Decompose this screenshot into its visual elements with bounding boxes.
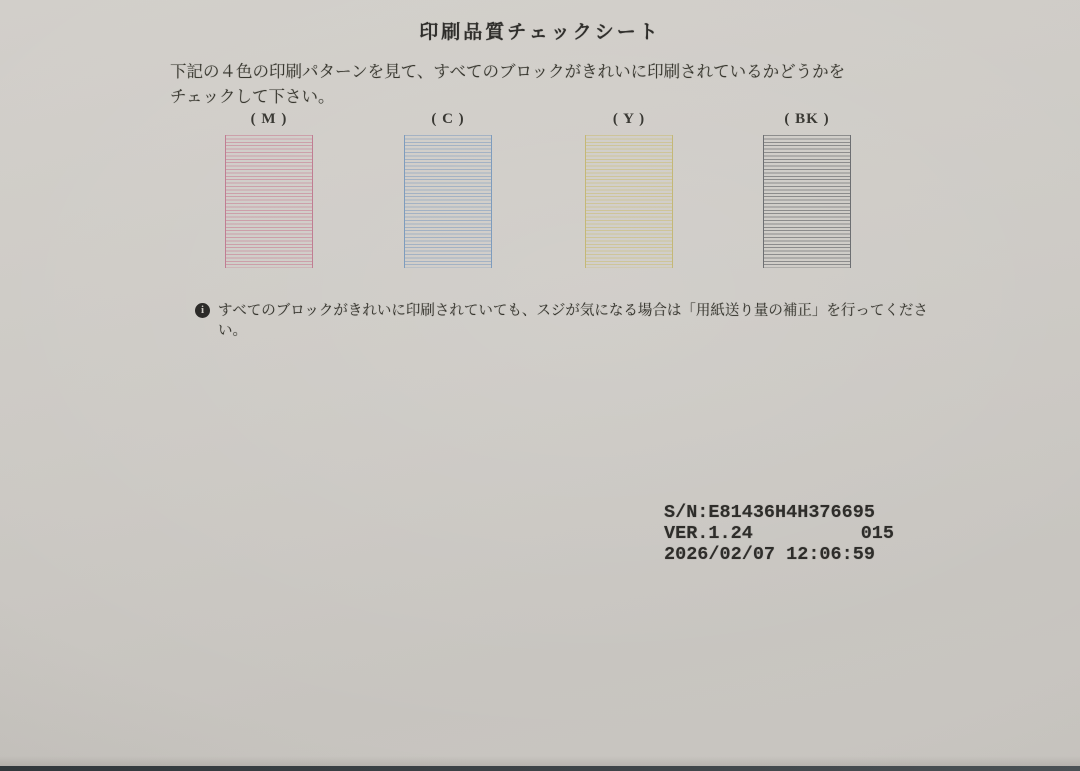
- color-block-label-magenta: ( M ): [250, 111, 288, 127]
- color-block-label-black: ( BK ): [784, 111, 830, 127]
- info-icon: i: [195, 303, 210, 318]
- note: [195, 301, 955, 341]
- page-title: 印刷品質チェックシート: [419, 22, 661, 43]
- note-text: すべてのブロックがきれいに印刷されていても、スジが気になる場合は「用紙送り量の補正」を行ってください。: [218, 303, 928, 339]
- color-block-magenta: [225, 111, 313, 268]
- color-block-label-yellow: ( Y ): [612, 111, 646, 127]
- stripe-pattern-black: [763, 135, 851, 268]
- serial-number: S/N:E81436H4H376695: [664, 502, 875, 523]
- stripe-pattern-yellow: [585, 135, 673, 268]
- firmware-version: VER.1.24: [664, 523, 753, 544]
- photo-bottom-edge: [0, 766, 1080, 771]
- paper-edge-shadow: [0, 756, 1080, 766]
- stripe-pattern-cyan: [404, 135, 492, 268]
- version-row: [664, 523, 894, 544]
- color-block-black: [763, 111, 851, 268]
- print-datetime: 2026/02/07 12:06:59: [664, 544, 875, 565]
- color-block-cyan: [404, 111, 492, 268]
- printer-info-block: [664, 502, 894, 565]
- color-block-yellow: [585, 111, 673, 268]
- instructions: [170, 59, 910, 109]
- code-number: 015: [860, 523, 894, 544]
- stripe-pattern-magenta: [225, 135, 313, 268]
- color-block-label-cyan: ( C ): [431, 111, 465, 127]
- instructions-line-2: チェックして下さい。: [170, 87, 335, 106]
- instructions-line-1: 下記の４色の印刷パターンを見て、すべてのブロックがきれいに印刷されているかどうかを: [170, 62, 846, 81]
